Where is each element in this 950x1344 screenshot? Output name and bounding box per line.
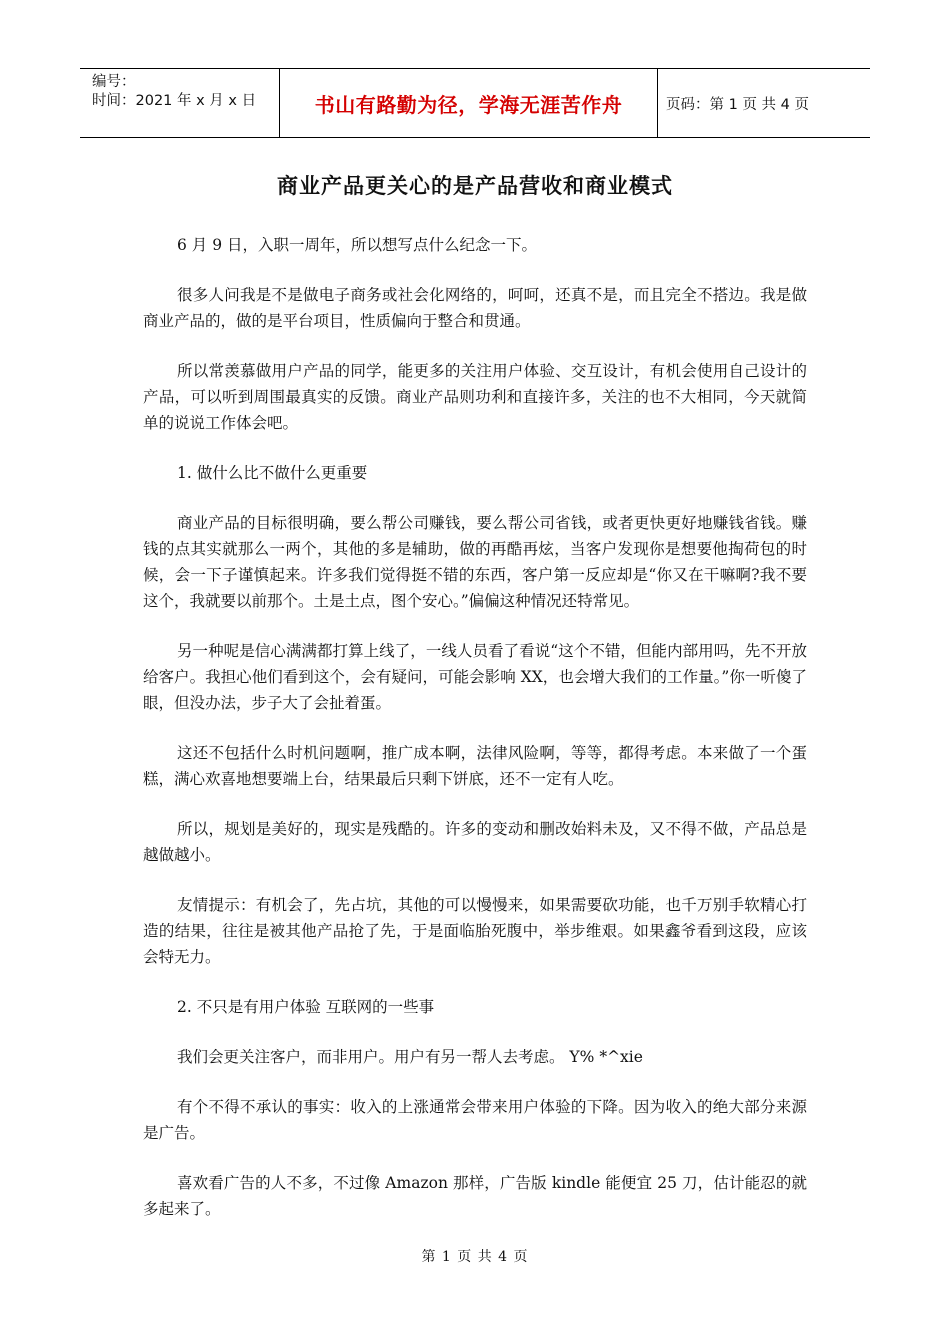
paragraph: 友情提示：有机会了，先占坑，其他的可以慢慢来，如果需要砍功能，也千万别手软精心打造的结果，往往是被其他产品抢了先，于是面临胎死腹中，举步维艰。如果鑫爷看到这段，应该会特无力。 [143,896,807,966]
paragraph: 喜欢看广告的人不多，不过像 Amazon 那样，广告版 kindle 能便宜 25 刀，估计能忍的就多起来了。 [143,1174,807,1218]
document-number-label: 编号： [92,74,136,90]
document-title: 商业产品更关心的是产品营收和商业模式 [277,174,673,198]
paragraph: 另一种呢是信心满满都打算上线了，一线人员看了看说“这个不错，但能内部用吗，先不开放给客户。我担心他们看到这个，会有疑问，可能会影响 XX，也会增大我们的工作量。”你一听傻了眼，但没办法，步子大了会扯着蛋。 [143,642,807,712]
paragraph: 这还不包括什么时机问题啊，推广成本啊，法律风险啊，等等，都得考虑。本来做了一个蛋糕，满心欢喜地想要端上台，结果最后只剩下饼底，还不一定有人吃。 [143,744,807,788]
paragraph: 6 月 9 日，入职一周年，所以想写点什么纪念一下。 [177,236,538,254]
header-page-info: 页码：第 1 页 共 4 页 [666,96,809,113]
section-heading: 1. 做什么比不做什么更重要 [177,464,368,482]
section-heading: 2. 不只是有用户体验 互联网的一些事 [177,998,435,1016]
paragraph: 很多人问我是不是做电子商务或社会化网络的，呵呵，还真不是，而且完全不搭边。我是做商业产品的，做的是平台项目，性质偏向于整合和贯通。 [143,286,807,330]
paragraph: 商业产品的目标很明确，要么帮公司赚钱，要么帮公司省钱，或者更快更好地赚钱省钱。赚钱的点其实就那么一两个，其他的多是辅助，做的再酷再炫，当客户发现你是想要他掏荷包的时候，会一下子谨慎起来。许多我们觉得挺不错的东西，客户第一反应却是“你又在干嘛啊?我不要这个，我就要以前那个。土是土点，图个安心。”偏偏这种情况还特常见。 [143,514,807,610]
paragraph: 有个不得不承认的事实：收入的上涨通常会带来用户体验的下降。因为收入的绝大部分来源是广告。 [143,1098,807,1142]
paragraph: 所以，规划是美好的，现实是残酷的。许多的变动和删改始料未及，又不得不做，产品总是越做越小。 [143,820,807,864]
header-table [80,68,870,138]
page-footer: 第 1 页 共 4 页 [421,1249,529,1265]
paragraph: 我们会更关注客户，而非用户。用户有另一帮人去考虑。 Y% *^xie [177,1048,643,1066]
header-meta-cell [80,69,280,137]
document-body [143,232,807,1246]
paragraph: 所以常羡慕做用户产品的同学，能更多的关注用户体验、交互设计，有机会使用自己设计的产品，可以听到周围最真实的反馈。商业产品则功利和直接许多，关注的也不大相同，今天就简单的说说工作体会吧。 [143,362,807,432]
document-time-label: 时间：2021 年 x 月 x 日 [92,93,257,109]
header-motto: 书山有路勤为径，学海无涯苦作舟 [280,69,658,137]
